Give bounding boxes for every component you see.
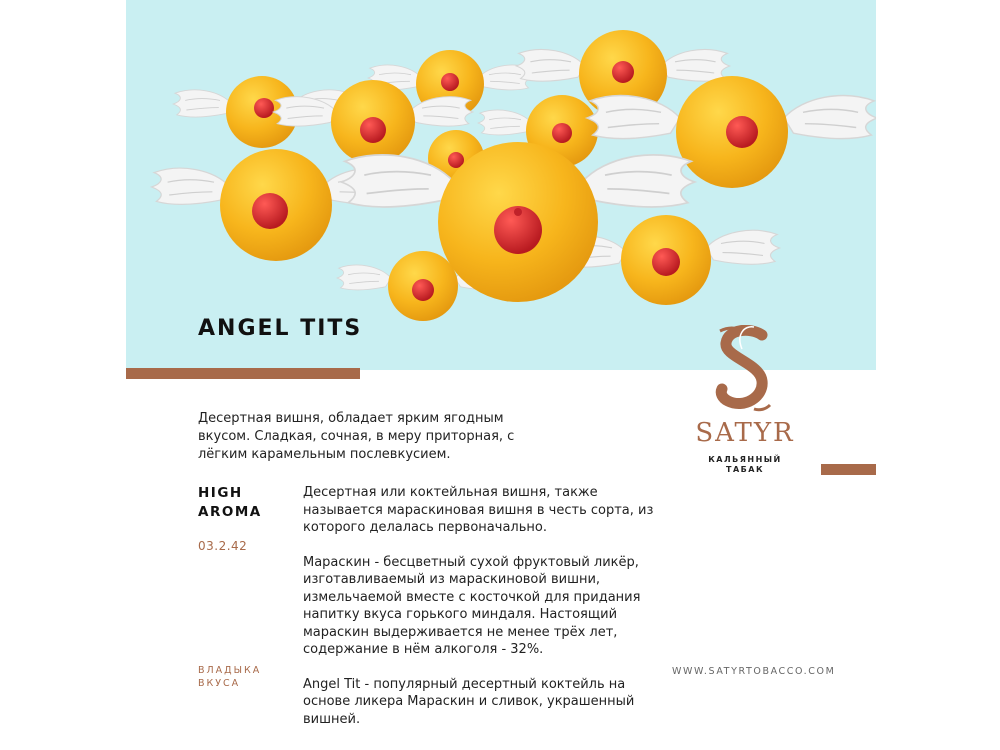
satyr-s-icon	[714, 325, 776, 415]
product-title: ANGEL TITS	[198, 316, 363, 341]
description-paragraph: Десертная или коктейльная вишня, также называется мараскиновая вишня в честь сорта, из которого делалась первоначально.	[303, 485, 654, 535]
brand-subtitle-line2: ТАБАК	[726, 465, 764, 474]
winged-balls-illustration	[126, 0, 876, 370]
aroma-line2: AROMA	[198, 504, 262, 520]
product-description	[303, 484, 668, 745]
product-code: 03.2.42	[198, 539, 248, 553]
accent-bar-right	[821, 464, 876, 475]
accent-bar-left	[126, 368, 360, 379]
description-paragraph: Angel Tit - популярный десертный коктейль на основе ликера Мараскин и сливок, украшенный вишней.	[303, 676, 635, 727]
hero-illustration	[126, 0, 876, 370]
slogan-line1: ВЛАДЫКА	[198, 665, 262, 676]
brand-slogan	[198, 664, 261, 690]
aroma-line1: HIGH	[198, 485, 243, 501]
brand-subtitle	[690, 455, 800, 475]
description-paragraph: Мараскин - бесцветный сухой фруктовый ликёр, изготавливаемый из мараскиновой вишни, измельчаемой вместе с косточкой для придания напитку вкуса горького миндаля. Настоящий мараскин выдерживается не менее трёх лет, содержание в нём алкоголя - 32%.	[303, 554, 641, 657]
website-link[interactable]: WWW.SATYRTOBACCO.COM	[672, 666, 836, 677]
brand-subtitle-line1: КАЛЬЯННЫЙ	[708, 455, 782, 464]
aroma-label	[198, 484, 262, 522]
product-intro: Десертная вишня, обладает ярким ягодным вкусом. Сладкая, сочная, в меру приторная, с лёгким карамельным послевкусием.	[198, 411, 515, 462]
brand-name: SATYR	[695, 418, 795, 448]
brand-logo	[690, 325, 800, 480]
slogan-line2: ВКУСА	[198, 678, 241, 689]
